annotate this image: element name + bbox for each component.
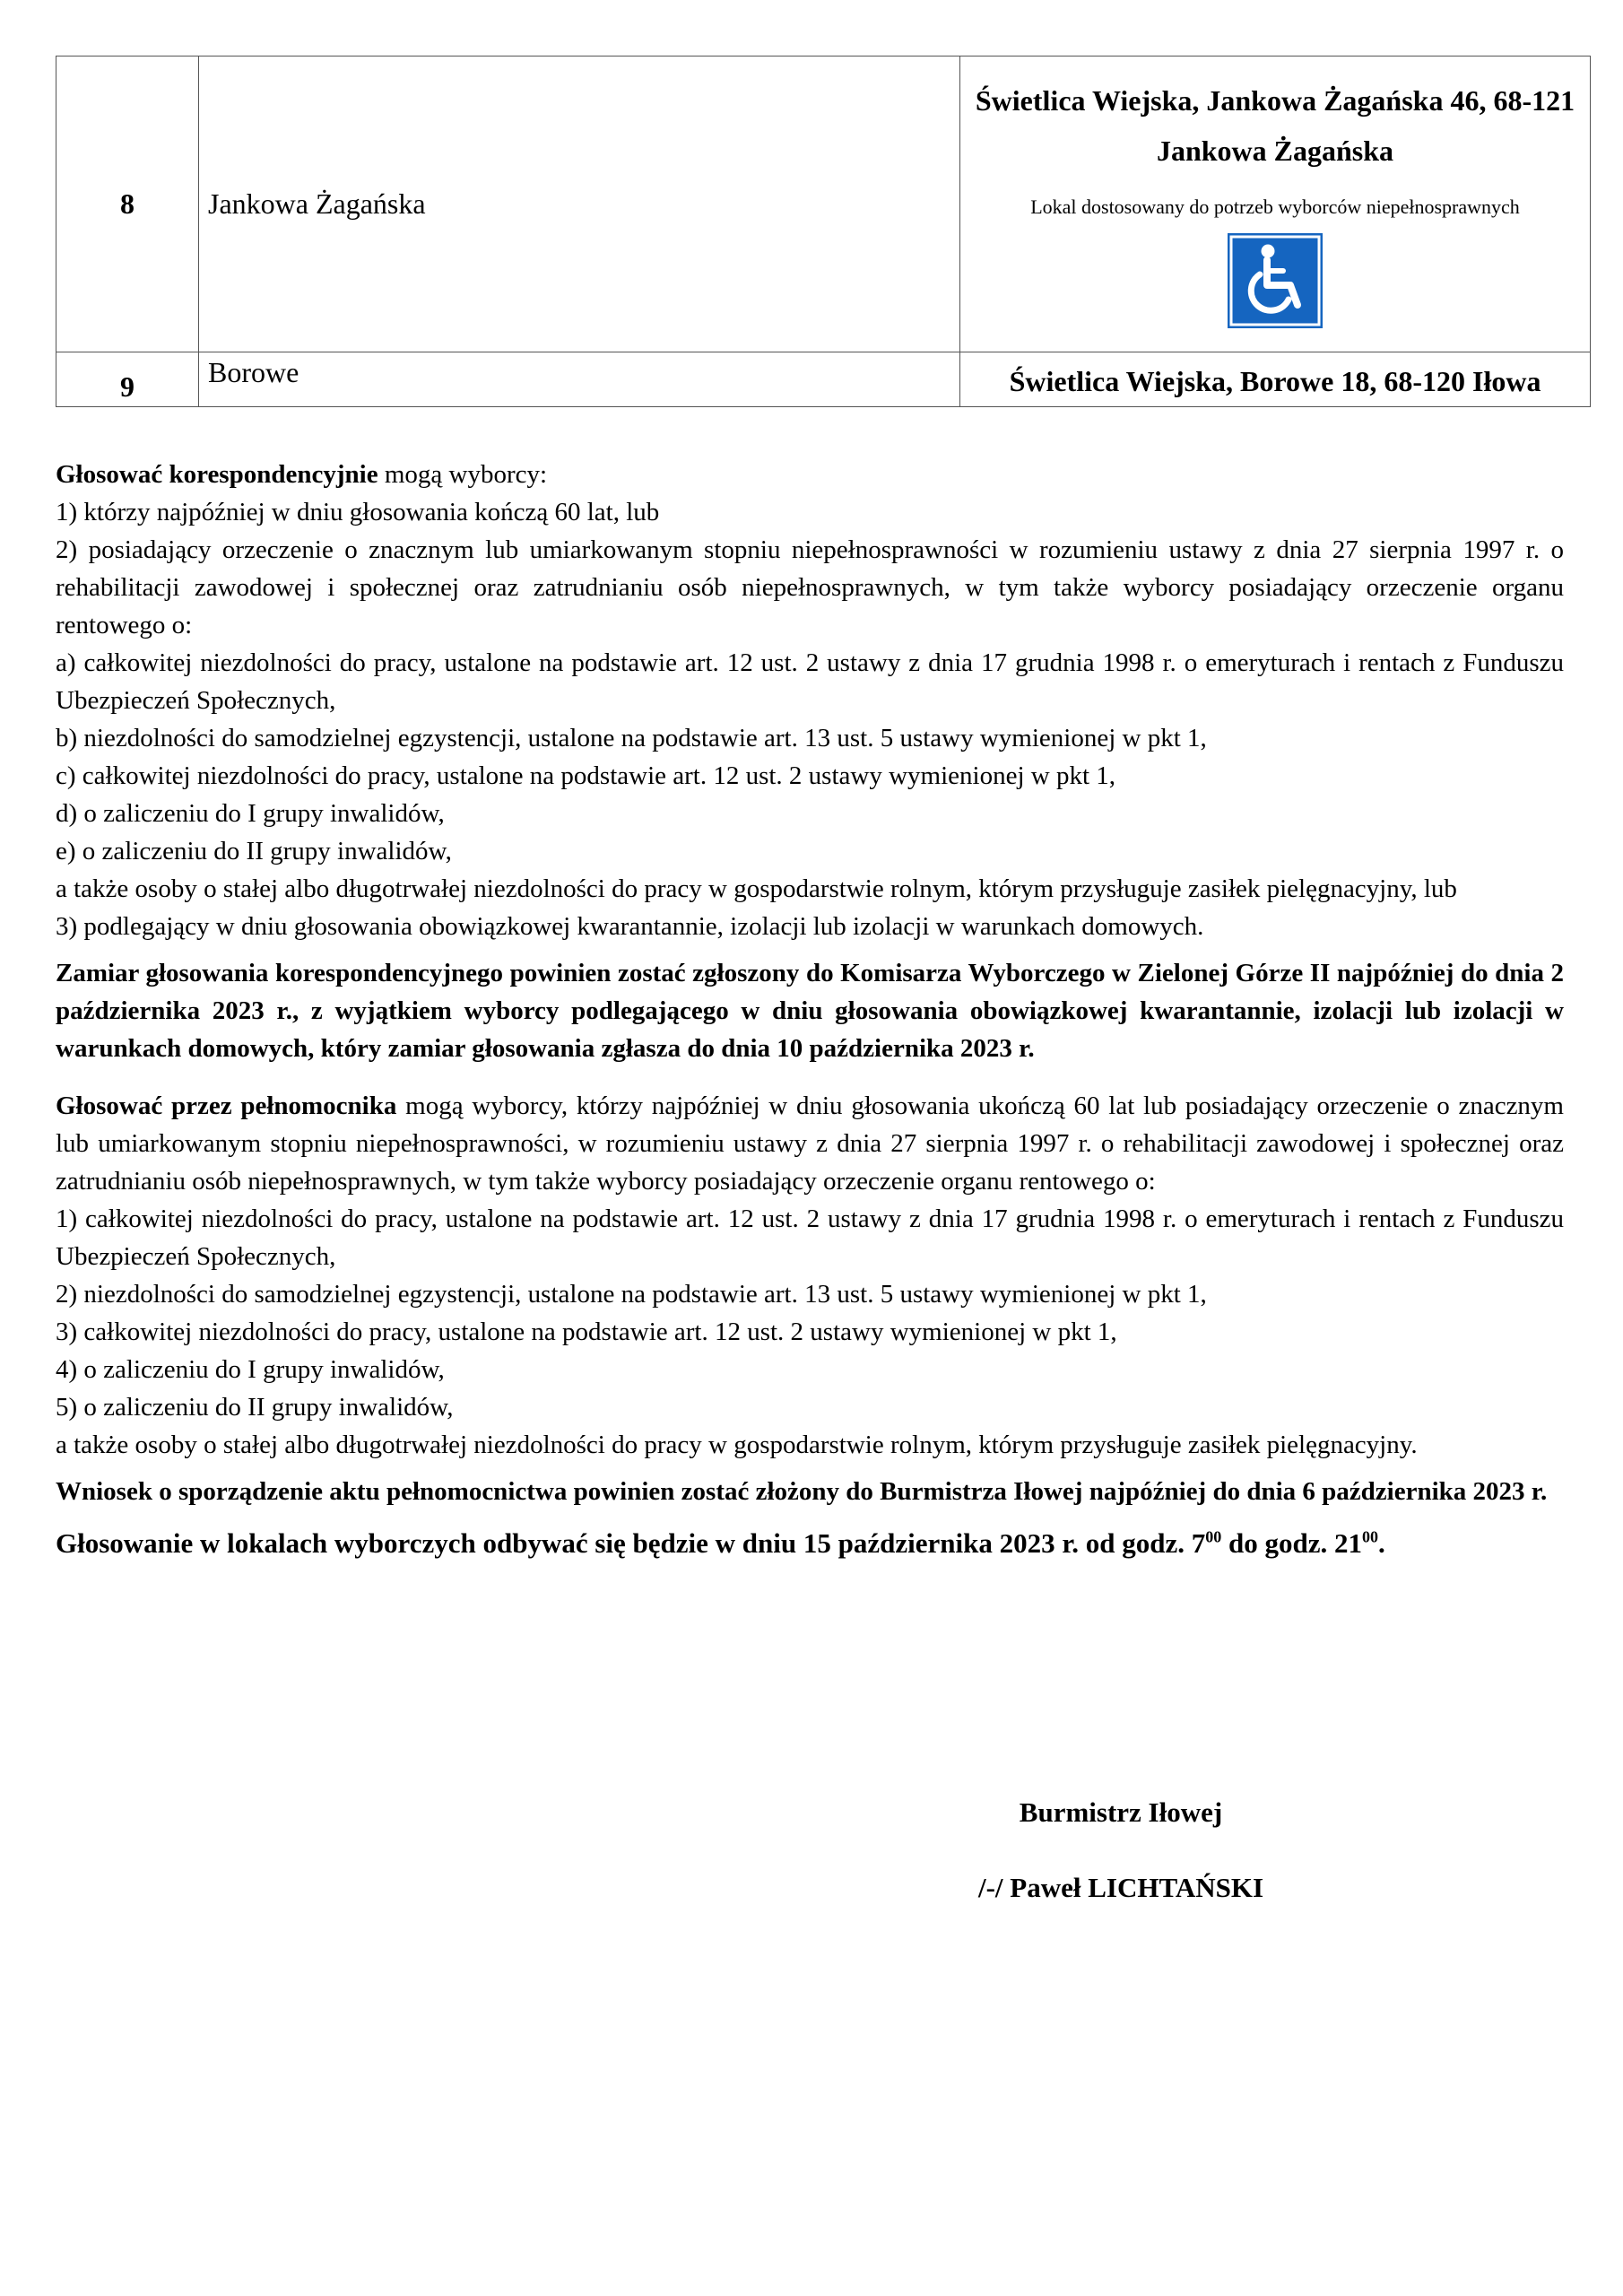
location-address-line1: Świetlica Wiejska, Jankowa Żagańska 46, 68-121: [975, 84, 1575, 117]
correspondence-notice: Zamiar głosowania korespondencyjnego powinien zostać zgłoszony do Komisarza Wyborczego w Zielonej Górze II najpóźniej do dnia 2 października 2023 r., z wyjątkiem wyborcy podlegającego w dniu głosowania obowiązkowej kwarantannie, izolacji lub izolacji w warunkach domowych, który zamiar głosowania zgłasza do dnia 10 października 2023 r.: [56, 959, 1564, 1063]
list-item: 5) o zaliczeniu do II grupy inwalidów,: [56, 1393, 454, 1422]
voting-hours-end: .: [1378, 1527, 1385, 1559]
voting-hours-text: Głosowanie w lokalach wyborczych odbywać się będzie w dniu 15 października 2023 r. od godz. 7: [56, 1527, 1206, 1559]
list-item: 3) całkowitej niezdolności do pracy, ustalone na podstawie art. 12 ust. 2 ustawy wymienionej w pkt 1,: [56, 1318, 1117, 1346]
list-item: 2) niezdolności do samodzielnej egzystencji, ustalone na podstawie art. 13 ust. 5 ustawy wymienionej w pkt 1,: [56, 1280, 1207, 1309]
list-item: 2) posiadający orzeczenie o znacznym lub umiarkowanym stopniu niepełnosprawności w rozumieniu ustawy z dnia 27 sierpnia 1997 r. o rehabilitacji zawodowej i społecznej oraz zatrudnianiu osób niepełnosprawnych, w tym także wyborcy posiadający orzeczenie organu rentowego o:: [56, 535, 1564, 639]
district-number: 8: [56, 57, 199, 352]
list-item: 1) całkowitej niezdolności do pracy, ustalone na podstawie art. 12 ust. 2 ustawy z dnia 17 grudnia 1998 r. o emeryturach i rentach z Funduszu Ubezpieczeń Społecznych,: [56, 1205, 1564, 1271]
proxy-lead-rest: mogą wyborcy, którzy najpóźniej w dniu głosowania ukończą 60 lat lub posiadający orzeczenie o znacznym lub umiarkowanym stopniu niepełnosprawności, w rozumieniu ustawy z dnia 27 sierpnia 1997 r. o rehabilitacji zawodowej i społecznej oraz zatrudnianiu osób niepełnosprawnych, w tym także wyborcy posiadający orzeczenie organu rentowego o:: [56, 1091, 1564, 1196]
voting-hours-end-minutes: 00: [1362, 1527, 1379, 1546]
accessibility-note: Lokal dostosowany do potrzeb wyborców niepełnosprawnych: [1030, 196, 1520, 218]
signature-name: /-/ Paweł LICHTAŃSKI: [977, 1872, 1264, 1903]
polling-stations-table: [56, 56, 1591, 407]
location-address-line1: Świetlica Wiejska, Borowe 18, 68-120 Iłowa: [1009, 365, 1541, 397]
list-item: e) o zaliczeniu do II grupy inwalidów,: [56, 837, 452, 865]
list-item: b) niezdolności do samodzielnej egzystencji, ustalone na podstawie art. 13 ust. 5 ustawy wymienionej w pkt 1,: [56, 724, 1207, 752]
list-item: d) o zaliczeniu do I grupy inwalidów,: [56, 799, 445, 828]
proxy-lead-bold: Głosować przez pełnomocnika: [56, 1091, 397, 1120]
proxy-notice: Wniosek o sporządzenie aktu pełnomocnictwa powinien zostać złożony do Burmistrza Iłowej najpóźniej do dnia 6 października 2023 r.: [56, 1477, 1548, 1506]
polling-location: [960, 57, 1591, 352]
document-body: [56, 456, 1564, 1562]
list-item: a także osoby o stałej albo długotrwałej niezdolności do pracy w gospodarstwie rolnym, którym przysługuje zasiłek pielęgnacyjny.: [56, 1431, 1418, 1459]
correspondence-lead-bold: Głosować korespondencyjnie: [56, 460, 378, 489]
wheelchair-accessibility-icon: [1228, 233, 1323, 328]
list-item: a także osoby o stałej albo długotrwałej niezdolności do pracy w gospodarstwie rolnym, którym przysługuje zasiłek pielęgnacyjny, lub: [56, 874, 1457, 903]
polling-location: [960, 352, 1591, 407]
table-row: [56, 352, 1591, 407]
district-number: 9: [56, 352, 199, 407]
signature-title: Burmistrz Iłowej: [1019, 1796, 1223, 1828]
location-address-line2: Jankowa Żagańska: [1156, 135, 1394, 167]
list-item: 3) podlegający w dniu głosowania obowiązkowej kwarantannie, izolacji lub izolacji w warunkach domowych.: [56, 912, 1204, 941]
voting-hours-mid: do godz. 21: [1221, 1527, 1363, 1559]
voting-hours-start-minutes: 00: [1205, 1527, 1222, 1546]
correspondence-lead-rest: mogą wyborcy:: [378, 460, 548, 489]
voting-hours: [56, 1525, 1564, 1562]
table-row: [56, 57, 1591, 352]
proxy-lead: [56, 1087, 1564, 1200]
correspondence-lead: [56, 456, 1564, 493]
list-item: 4) o zaliczeniu do I grupy inwalidów,: [56, 1355, 445, 1384]
district-name: Borowe: [199, 352, 960, 407]
list-item: a) całkowitej niezdolności do pracy, ustalone na podstawie art. 12 ust. 2 ustawy z dnia 17 grudnia 1998 r. o emeryturach i rentach z Funduszu Ubezpieczeń Społecznych,: [56, 648, 1564, 715]
list-item: c) całkowitej niezdolności do pracy, ustalone na podstawie art. 12 ust. 2 ustawy wymienionej w pkt 1,: [56, 761, 1116, 790]
list-item: 1) którzy najpóźniej w dniu głosowania kończą 60 lat, lub: [56, 498, 660, 526]
district-name: Jankowa Żagańska: [199, 57, 960, 352]
